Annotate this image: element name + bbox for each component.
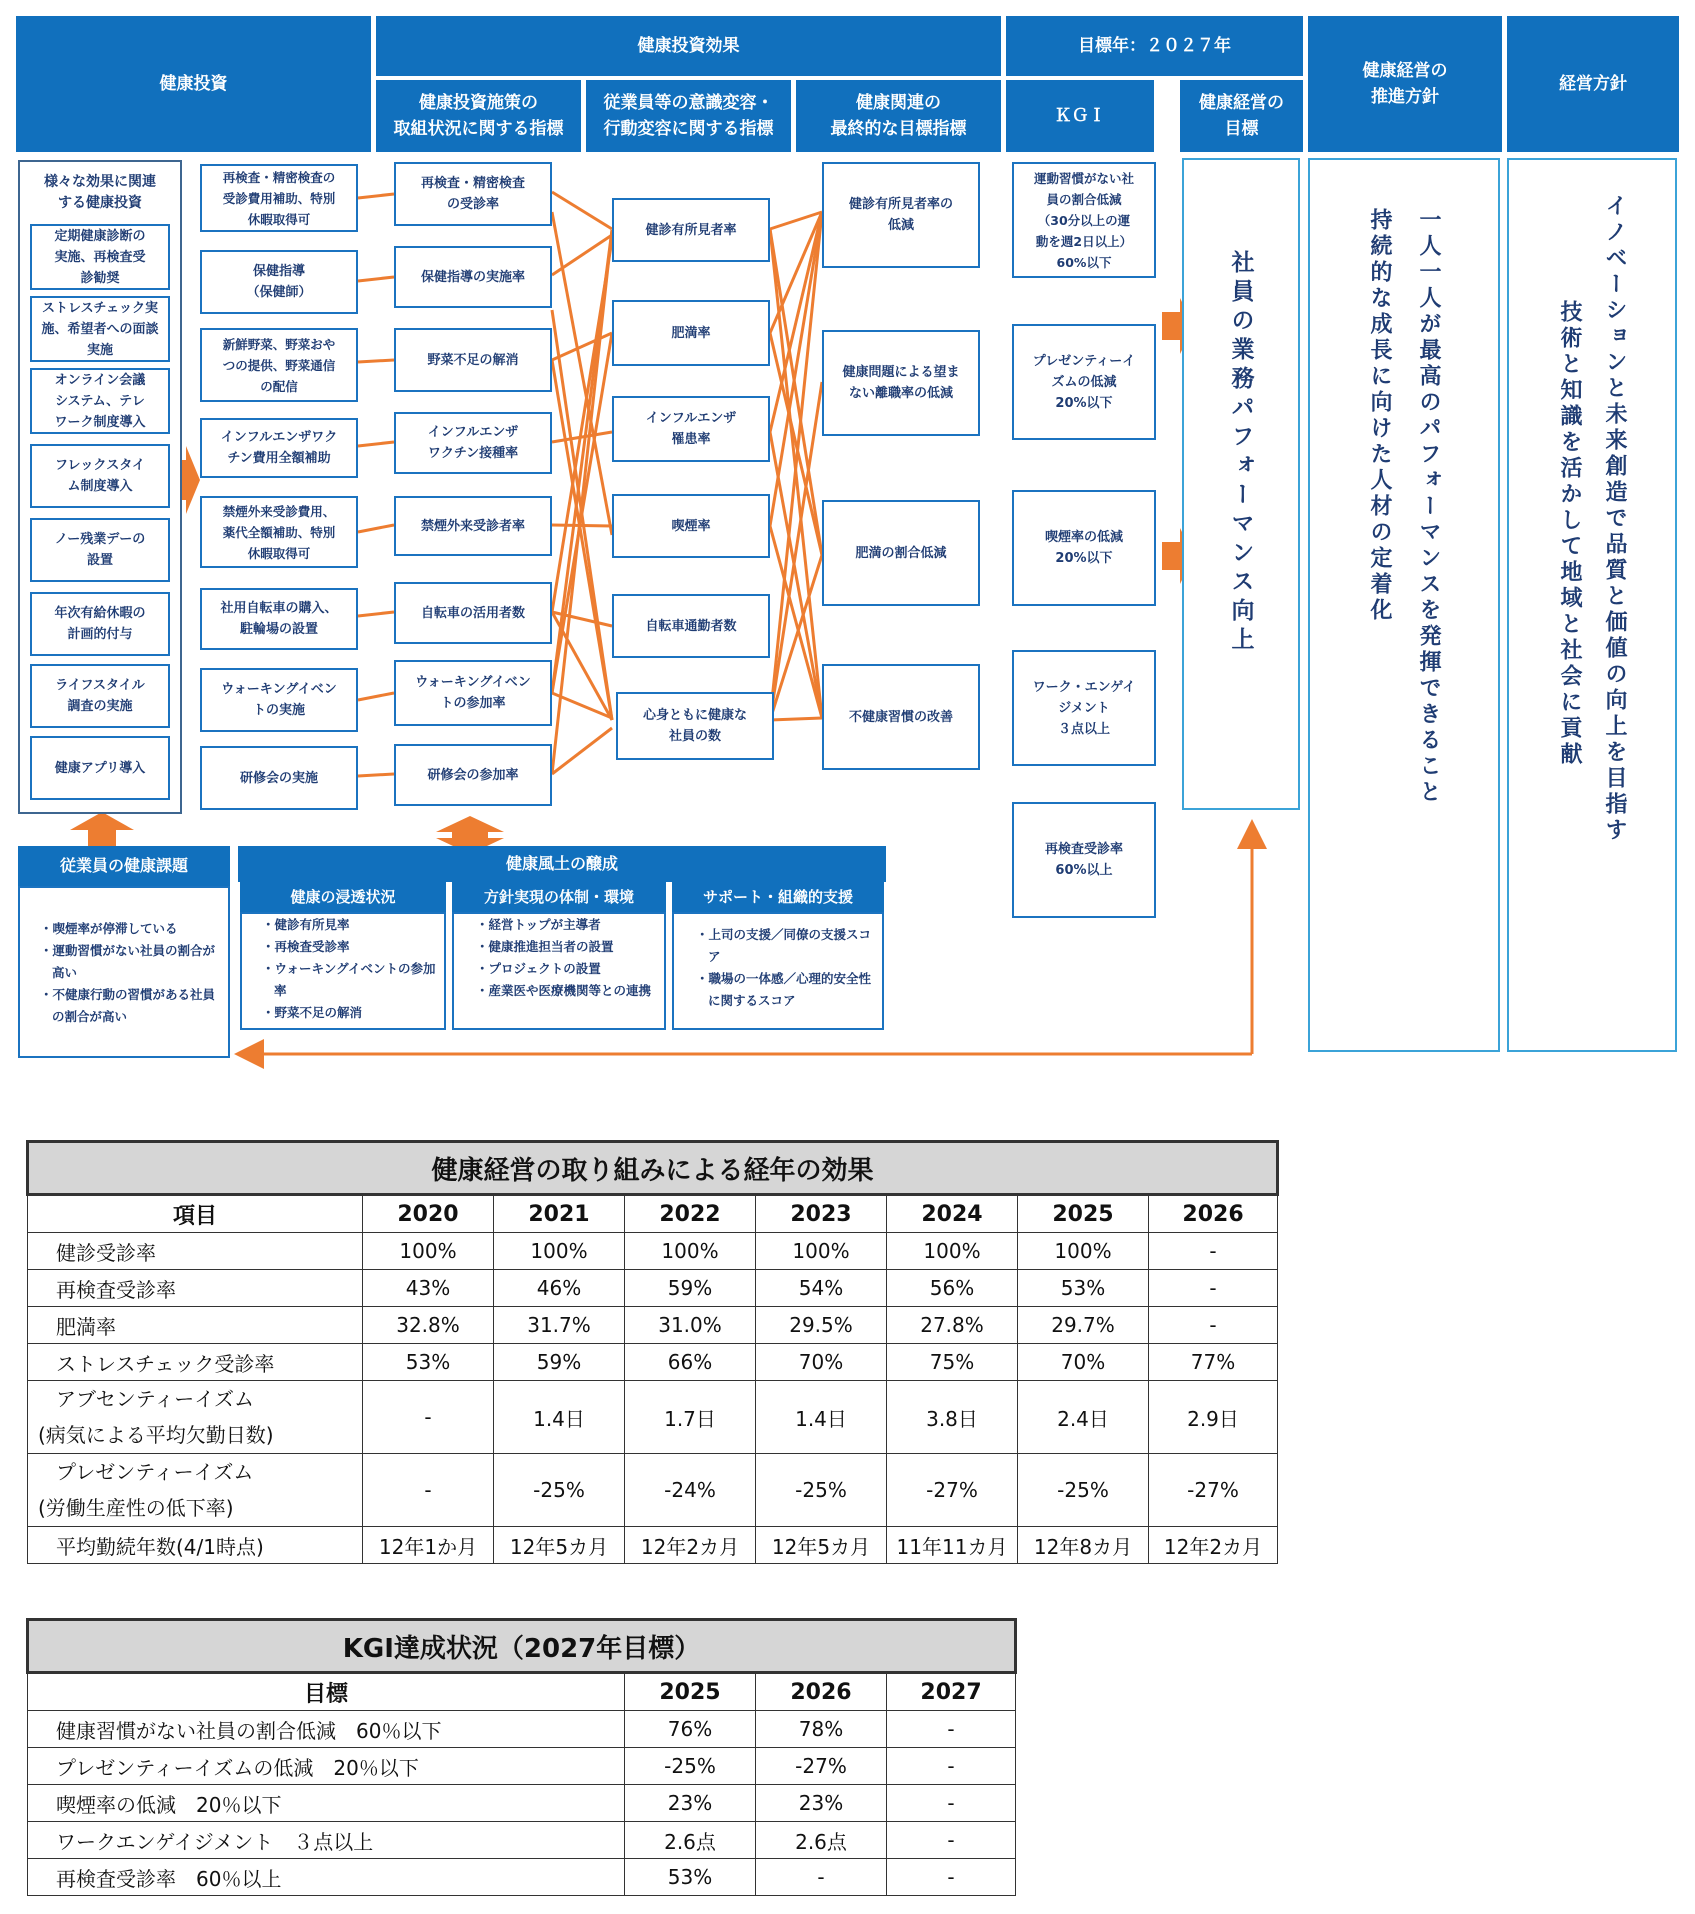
cell: -25% [756,1454,887,1527]
measure-item: 研修会の実施 [200,746,358,810]
investment-item: 健康アプリ導入 [30,736,170,800]
cell: 12年5カ月 [494,1527,625,1564]
row-label: プレゼンティーイズムの低減 20％以下 [28,1748,625,1785]
kgi-item: 再検査受診率 60%以上 [1012,802,1156,918]
cell: 23% [756,1785,887,1822]
promotion-col2: 一人一人が最高のパフォーマンスを発揮できること [1416,208,1441,806]
kgi-table-title: KGI達成状況（2027年目標） [28,1620,1016,1673]
investment-item: 定期健康診断の 実施、再検査受 診勧奨 [30,224,170,290]
cell: 53% [363,1344,494,1381]
cell: 43% [363,1270,494,1307]
investment-item: 年次有給休暇の 計画的付与 [30,592,170,656]
cell: 1.4日 [494,1381,625,1454]
culture-item: ・プロジェクトの設置 [476,961,601,976]
cell: 29.5% [756,1307,887,1344]
table-header: 2022 [625,1195,756,1233]
cell: - [887,1748,1016,1785]
cell: - [1149,1233,1278,1270]
table-header: 2025 [625,1673,756,1711]
measure-item: インフルエンザワク チン費用全額補助 [200,418,358,478]
cell: 29.7% [1018,1307,1149,1344]
row-label: 肥満率 [28,1307,363,1344]
row-label-line: アブセンティーイズム [56,1387,254,1411]
header-target-year: 目標年：２０２７年 [1006,16,1303,76]
culture-col-list [262,914,442,1024]
cell: 46% [494,1270,625,1307]
culture-col-list [476,914,662,1002]
measure-item: 保健指導 （保健師） [200,250,358,314]
kgi-item: 喫煙率の低減 20%以下 [1012,490,1156,606]
table-row [28,1822,1016,1859]
cell: 100% [625,1233,756,1270]
issue-item: ・運動習慣がない社員の割合が高い [40,943,216,980]
table-row [28,1527,1278,1564]
cell: 2.6点 [625,1822,756,1859]
cell: -25% [494,1454,625,1527]
cell: - [1149,1307,1278,1344]
cell: 12年2カ月 [1149,1527,1278,1564]
table-header: 2023 [756,1195,887,1233]
measure-indicator: ウォーキングイベン トの参加率 [394,660,552,726]
final-indicator: 健康問題による望ま ない離職率の低減 [822,330,980,436]
final-indicator: 不健康習慣の改善 [822,664,980,770]
cell: 12年2カ月 [625,1527,756,1564]
culture-col-title: 健康の浸透状況 [240,882,446,912]
issue-item: ・喫煙率が停滞している [40,921,178,936]
header-investment: 健康投資 [16,16,371,152]
row-label: 平均勤続年数(4/1時点) [28,1527,363,1564]
kgi-table [26,1618,1017,1896]
cell: 2.9日 [1149,1381,1278,1454]
culture-item: ・健康推進担当者の設置 [476,939,614,954]
row-label: 健康習慣がない社員の割合低減 60％以下 [28,1711,625,1748]
awareness-indicator: 心身ともに健康な 社員の数 [616,692,774,760]
cell: -27% [1149,1454,1278,1527]
kgi-item: ワーク・エンゲイ ジメント ３点以上 [1012,650,1156,766]
culture-col-title: サポート・組織的支援 [672,882,884,912]
cell: 56% [887,1270,1018,1307]
cell: 100% [494,1233,625,1270]
final-indicator: 健診有所見者率の 低減 [822,162,980,268]
table-header: 2027 [887,1673,1016,1711]
issue-item: ・不健康行動の習慣がある社員の割合が高い [40,987,216,1024]
header-sub-awareness: 従業員等の意識変容・ 行動変容に関する指標 [586,80,791,152]
table-header: 2026 [756,1673,887,1711]
investment-panel-title: 様々な効果に関連 する健康投資 [26,166,174,220]
cell: -25% [1018,1454,1149,1527]
cell: 1.4日 [756,1381,887,1454]
cell: 11年11カ月 [887,1527,1018,1564]
culture-item: ・経営トップが主導者 [476,917,601,932]
cell: -24% [625,1454,756,1527]
cell: 31.7% [494,1307,625,1344]
table-header: 2021 [494,1195,625,1233]
cell: 27.8% [887,1307,1018,1344]
table-header: 目標 [28,1673,625,1711]
cell: 2.6点 [756,1822,887,1859]
awareness-indicator: 喫煙率 [612,494,770,558]
table-row [28,1307,1278,1344]
cell: 53% [1018,1270,1149,1307]
management-policy-box [1507,158,1677,1052]
awareness-indicator: 健診有所見者率 [612,198,770,262]
measure-indicator: 保健指導の実施率 [394,246,552,308]
cell: -27% [756,1748,887,1785]
row-label: 再検査受診率 60％以上 [28,1859,625,1896]
measure-item: 再検査・精密検査の 受診費用補助、特別 休暇取得可 [200,164,358,232]
row-label-line: プレゼンティーイズム [56,1460,254,1484]
investment-item: オンライン会議 システム、テレ ワーク制度導入 [30,368,170,434]
row-label: 健診受診率 [28,1233,363,1270]
culture-title: 健康風土の醸成 [238,846,886,882]
cell: 100% [887,1233,1018,1270]
cell: 78% [756,1711,887,1748]
goal-box [1182,158,1300,810]
header-sub-final: 健康関連の 最終的な目標指標 [796,80,1001,152]
cell: 59% [625,1270,756,1307]
row-label-line: (労働生産性の低下率) [38,1496,234,1520]
row-label [28,1454,363,1527]
measure-indicator: 野菜不足の解消 [394,328,552,392]
promotion-col1: 持続的な成長に向けた人材の定着化 [1367,208,1392,624]
header-goal: 健康経営の 目標 [1180,80,1303,152]
measure-item: 禁煙外来受診費用、 薬代全額補助、特別 休暇取得可 [200,496,358,568]
effects-table-title: 健康経営の取り組みによる経年の効果 [28,1142,1278,1195]
cell: 100% [1018,1233,1149,1270]
table-header: 項目 [28,1195,363,1233]
kgi-item: 運動習慣がない社 員の割合低減 （30分以上の運 動を週2日以上） 60%以下 [1012,162,1156,278]
cell: 100% [756,1233,887,1270]
culture-item: ・産業医や医療機関等との連携 [476,983,652,998]
table-row [28,1270,1278,1307]
measure-indicator: 研修会の参加率 [394,744,552,806]
management-col1: 技術と知識を活かして地域と社会に貢献 [1557,300,1582,768]
row-label: ストレスチェック受診率 [28,1344,363,1381]
culture-item: ・野菜不足の解消 [262,1005,363,1020]
kgi-item: プレゼンティーイ ズムの低減 20%以下 [1012,324,1156,440]
cell: 66% [625,1344,756,1381]
culture-item: ・再検査受診率 [262,939,350,954]
cell: - [887,1785,1016,1822]
cell: 70% [756,1344,887,1381]
culture-col-list [696,924,876,1012]
table-row [28,1344,1278,1381]
cell: 76% [625,1711,756,1748]
row-label: 喫煙率の低減 20％以下 [28,1785,625,1822]
investment-item: ノー残業デーの 設置 [30,518,170,582]
cell: 53% [625,1859,756,1896]
cell: 12年1か月 [363,1527,494,1564]
cell: 70% [1018,1344,1149,1381]
row-label [28,1381,363,1454]
table-row [28,1748,1016,1785]
cell: - [887,1822,1016,1859]
issues-title: 従業員の健康課題 [18,846,230,886]
cell: 12年8カ月 [1018,1527,1149,1564]
policy-promotion-box [1308,158,1500,1052]
row-label: 再検査受診率 [28,1270,363,1307]
cell: 77% [1149,1344,1278,1381]
cell: 31.0% [625,1307,756,1344]
table-row [28,1233,1278,1270]
cell: 32.8% [363,1307,494,1344]
measure-indicator: 再検査・精密検査 の受診率 [394,162,552,226]
measure-indicator: インフルエンザ ワクチン接種率 [394,412,552,474]
cell: 2.4日 [1018,1381,1149,1454]
header-sub-measures: 健康投資施策の 取組状況に関する指標 [376,80,581,152]
issues-list [40,918,216,1028]
culture-col-title: 方針実現の体制・環境 [452,882,666,912]
cell: 12年5カ月 [756,1527,887,1564]
cell: - [887,1859,1016,1896]
culture-item: ・ウォーキングイベントの参加率 [262,961,436,998]
cell: 1.7日 [625,1381,756,1454]
measure-item: 社用自転車の購入、 駐輪場の設置 [200,588,358,650]
header-management-policy: 経営方針 [1507,16,1679,152]
table-row [28,1454,1278,1527]
cell: 100% [363,1233,494,1270]
cell: - [756,1859,887,1896]
measure-indicator: 禁煙外来受診者率 [394,496,552,556]
cell: - [363,1454,494,1527]
culture-item: ・職場の一体感／心理的安全性に関するスコア [696,971,872,1008]
cell: - [1149,1270,1278,1307]
cell: -27% [887,1454,1018,1527]
table-header: 2020 [363,1195,494,1233]
row-label-line: (病気による平均欠勤日数) [38,1423,274,1447]
cell: - [363,1381,494,1454]
investment-item: ライフスタイル 調査の実施 [30,664,170,728]
measure-indicator: 自転車の活用者数 [394,582,552,644]
row-label: ワークエンゲイジメント ３点以上 [28,1822,625,1859]
goal-text: 社員の業務パフォーマンス向上 [1227,250,1254,656]
table-header: 2024 [887,1195,1018,1233]
culture-item: ・健診有所見率 [262,917,350,932]
cell: - [887,1711,1016,1748]
measure-item: ウォーキングイベン トの実施 [200,668,358,732]
table-row [28,1711,1016,1748]
culture-item: ・上司の支援／同僚の支援スコア [696,927,872,964]
cell: -25% [625,1748,756,1785]
header-effects: 健康投資効果 [376,16,1001,76]
header-policy-promotion: 健康経営の 推進方針 [1308,16,1502,152]
final-indicator: 肥満の割合低減 [822,500,980,606]
cell: 75% [887,1344,1018,1381]
measure-item: 新鮮野菜、野菜おや つの提供、野菜通信 の配信 [200,328,358,402]
table-row [28,1785,1016,1822]
cell: 23% [625,1785,756,1822]
awareness-indicator: 自転車通勤者数 [612,594,770,658]
investment-item: ストレスチェック実 施、希望者への面談 実施 [30,296,170,362]
table-row [28,1859,1016,1896]
investment-item: フレックスタイ ム制度導入 [30,444,170,508]
table-header: 2025 [1018,1195,1149,1233]
cell: 3.8日 [887,1381,1018,1454]
cell: 59% [494,1344,625,1381]
header-kgi: ＫＧＩ [1006,80,1154,152]
table-row [28,1381,1278,1454]
management-col2: イノベーションと未来創造で品質と価値の向上を目指す [1602,194,1627,844]
table-header: 2026 [1149,1195,1278,1233]
awareness-indicator: インフルエンザ 罹患率 [612,396,770,462]
awareness-indicator: 肥満率 [612,300,770,366]
effects-table [26,1140,1279,1564]
cell: 54% [756,1270,887,1307]
